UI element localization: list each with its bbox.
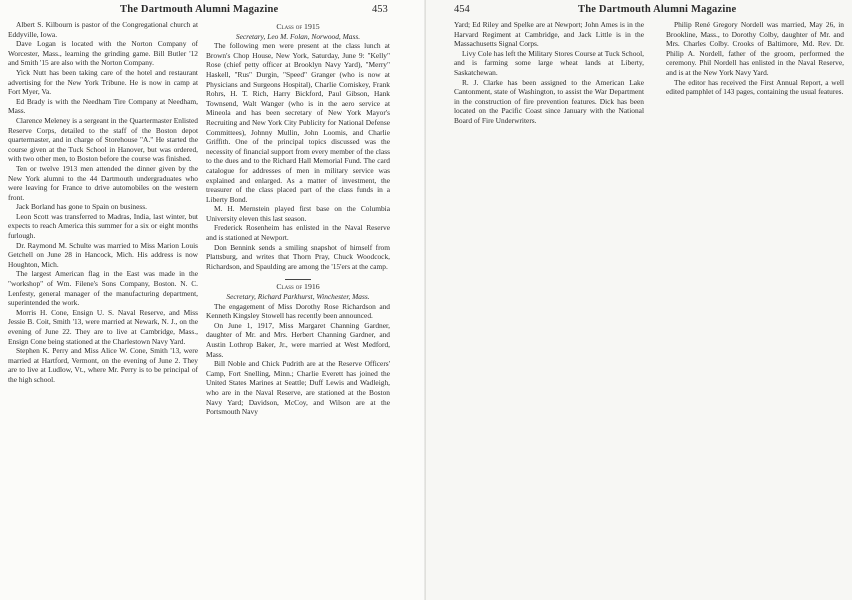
news-item: Morris H. Cone, Ensign U. S. Naval Reserve, and Miss Jessie B. Coit, Smith '13, were married at Newark, N. J., on the evening of June 22. They are to live at Cambridge, Mass., Ensign Cone being stationed at the Charlestown Navy Yard. [8,307,198,346]
news-item: Philip René Gregory Nordell was married, May 26, in Brookline, Mass., to Dorothy Colby, daughter of Mr. and Mrs. Charles Colby. Crooks of Baltimore, Md. Rev. Dr. Philip A. Nordell, father of the groom, performed the ceremony. Phil Nordell has enlisted in the Naval Reserve, and is at the New York Navy Yard. [666,20,844,77]
class-1916-secretary: Secretary, Richard Parkhurst, Winchester, Mass. [226,292,370,302]
class-1915-secretary: Secretary, Leo M. Folan, Norwood, Mass. [235,31,361,41]
news-item: M. H. Mernstein played first base on the Columbia University eleven this last season. [206,204,390,223]
left-column-2 [206,20,390,417]
news-item: Ten or twelve 1913 men attended the dinner given by the New York alumni to the 44 Dartmouth undergraduates who were leaving for France to drive automobiles on the western front. [8,163,198,202]
news-item: Bill Noble and Chick Pudrith are at the Reserve Officers' Camp, Fort Snelling, Minn.; Charlie Everett has joined the United States Marines at Seattle; Duff Lewis and Wadleigh, who are in the Naval Reserve, are stationed at the Boston Navy Yard; Davidson, McCoy, and Wilson are at the Portsmouth Navy [206,359,390,417]
news-item: The engagement of Miss Dorothy Rose Richardson and Kenneth Kingsley Stowell has recently been announced. [206,301,390,321]
news-item: Frederick Rosenheim has enlisted in the Naval Reserve and is stationed at Newport. [206,223,390,243]
section-divider [285,279,311,280]
news-item: Dr. Raymond M. Schulte was married to Miss Marion Louis Getchell on June 28 in Hancock, Mich. His address is now Houghton, Mich. [8,240,198,269]
right-page [426,0,852,600]
news-item: Livy Cole has left the Military Stores Course at Tuck School, and is farming some large wheat lands at Liberty, Saskatchewan. [454,48,644,77]
left-column-1 [8,20,198,385]
right-column-2 [666,20,844,97]
news-item: Jack Borland has gone to Spain on business. [16,202,147,212]
news-item: Leon Scott was transferred to Madras, India, last winter, but expects to reach America this summer for a six or eight months furlough. [8,211,198,241]
news-item: Yard; Ed Riley and Spelke are at Newport; John Ames is in the Harvard Regiment at Cambridge, and Jack Little is in the Massachusetts Signal Corps. [454,20,644,49]
news-item: The largest American flag in the East was made in the "workshop" of Wm. Filene's Sons Company, Boston. N. C. Lenfesty, general manager of the manufacturing department, superintended the work. [8,269,198,308]
news-item: Dave Logan is located with the Norton Company of Worcester, Mass., learning the grinding game. Bill Butler '12 and Smith '15 are also with the Norton Company. [8,39,198,68]
class-1915-heading [206,22,390,41]
news-item: Albert S. Kilbourn is pastor of the Congregational church at Eddyville, Iowa. [8,20,198,39]
news-item: Yick Nutt has been taking care of the hotel and restaurant advertising for the New York Tribune. He is now in camp at Fort Myer, Va. [8,67,198,97]
left-page-number: 453 [372,4,388,15]
class-1915-title: Class of 1915 [276,22,320,31]
news-item: Stephen K. Perry and Miss Alice W. Cone, Smith '13, were married at Hartford, Vermont, on the evening of June 2. They are to live at Ludlow, Vt., where Mr. Perry is to be principal of the high school. [8,346,198,384]
news-item: R. J. Clarke has been assigned to the American Lake Cantonment, state of Washington, to assist the War Department in the construction of fire prevention features. Dick has been located on the Pacific Coast since January with the National Board of Fire Underwriters. [454,77,644,125]
class-1916-title: Class of 1916 [276,282,320,292]
class-1916-heading [206,282,390,301]
news-item: Clarence Meleney is a sergeant in the Quartermaster Enlisted Reserve Corps, detailed to the staff of the Boston depot quartermaster, and in charge of Storehouse "A." He started the course given at the Tuck School in Hanover, but was ordered, with two other men, to Boston before the course was finished. [8,115,198,164]
right-column-1 [454,20,644,126]
right-page-header-title: The Dartmouth Alumni Magazine [578,4,737,15]
news-item: Ed Brady is with the Needham Tire Company at Needham, Mass. [8,96,198,116]
news-item: Don Bennink sends a smiling snapshot of himself from Plattsburg, and writes that Thorn Pray, Chuck Woodcock, Richardson, and Spaulding are among the '15'ers at the camp. [206,242,390,271]
news-item: The following men were present at the class lunch at Brown's Chop House, New York, Saturday, June 9: "Kelly" Rose (chief petty officer at Brooklyn Navy Yard), "Merry" Haskell, "Rus" Durgin, "Speed" Granger (who is now at Physicians and Surgeons Hospital), Charlie Comiskey, Frank Rohrs, H. T. Rich, Harry Bickford, Paul Gibson, Hank Townsend, Walt Wanger (who is in the aero service at Mineola and has been secretary of New York Mayor's Recruiting and New York City Publicity for National Defense Committees), Johnny Mullin, John Loomis, and Charlie Griffith. One of the principal topics discussed was the necessity of financial support from every member of the class to the dues and to the Richard Hall Memorial Fund. The card catalogue for addresses of men in military service was explained and enlarged. As a matter of investment, the treasurer of the class placed part of the class funds in a Liberty Bond. [206,41,390,204]
news-item: The editor has received the First Annual Report, a well edited pamphlet of 143 pages, containing the usual features. [666,77,844,97]
left-page-header-title: The Dartmouth Alumni Magazine [120,4,279,15]
news-item: On June 1, 1917, Miss Margaret Channing Gardner, daughter of Mr. and Mrs. Herbert Channing Gardner, and Austin Lothrop Baker, Jr., were married at West Medford, Mass. [206,320,390,359]
right-page-number: 454 [454,4,470,15]
